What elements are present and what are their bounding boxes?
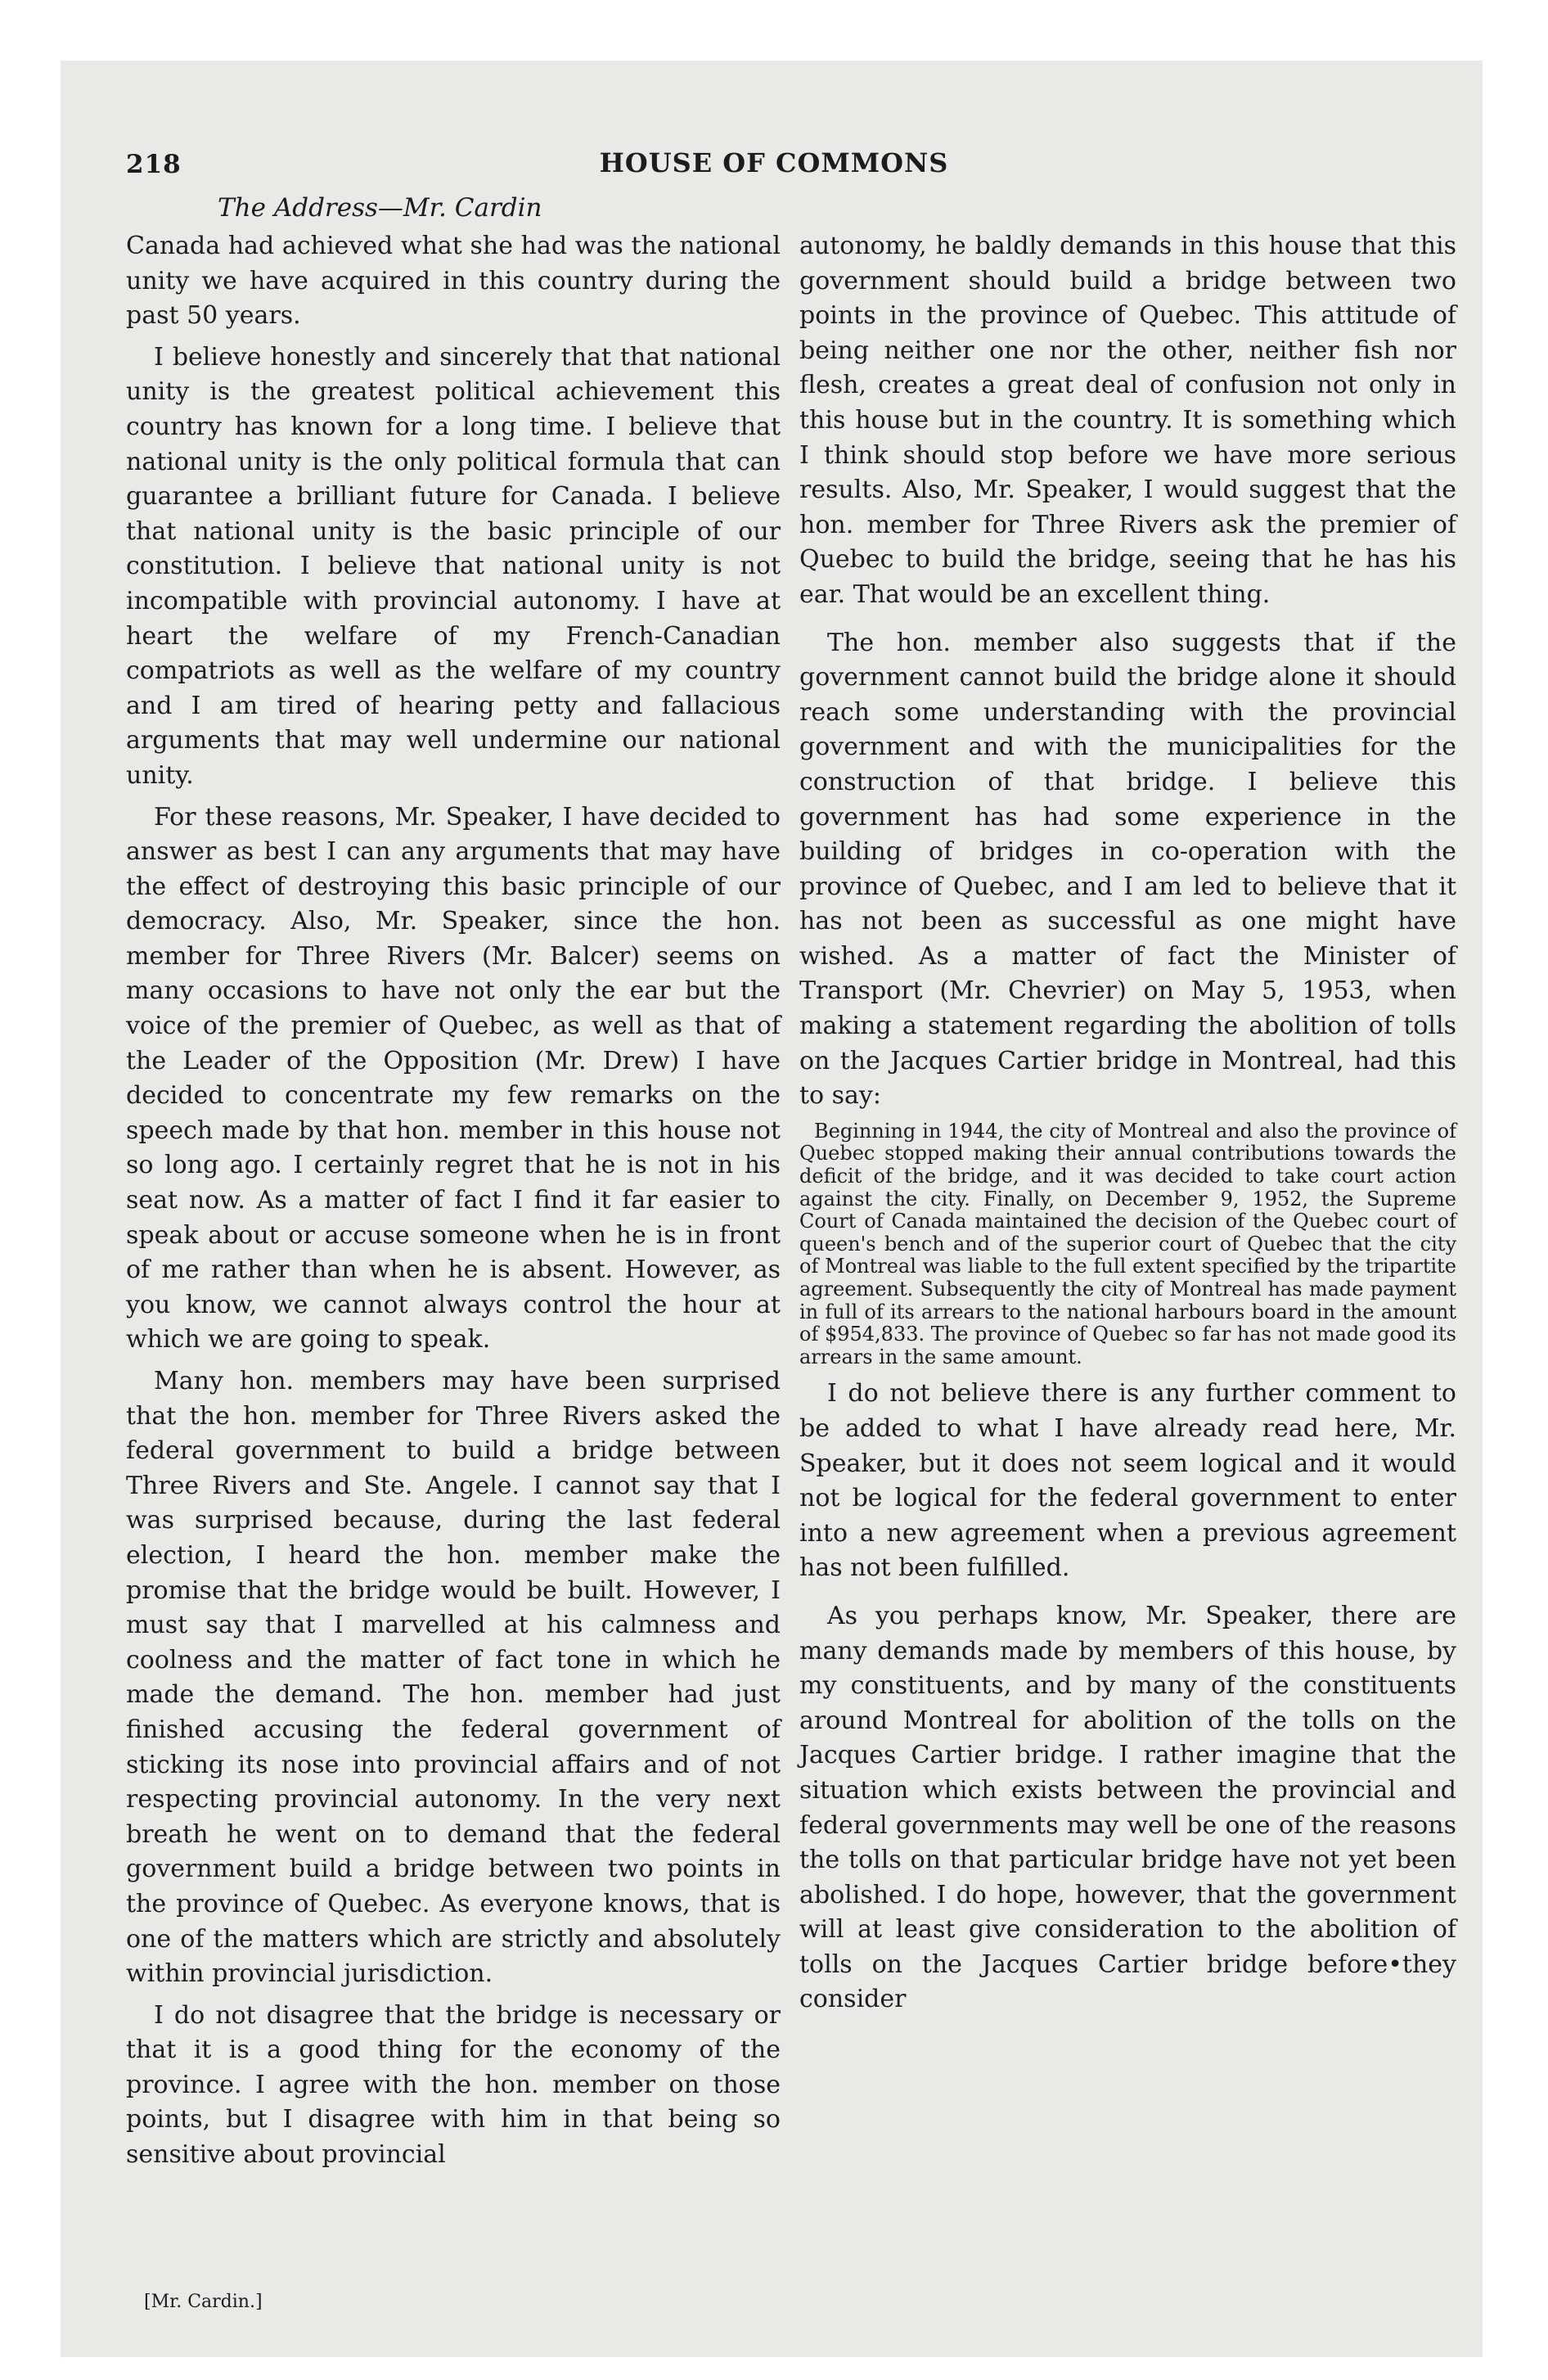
paragraph: I do not disagree that the bridge is necessary or that it is a good thing for the economy of the province. I agree with the hon. member on those points, but I disagree with him in that being so sensitive about provincial xyxy=(126,2000,781,2170)
paragraph: Many hon. members may have been surprised that the hon. member for Three Rivers asked the federal government to build a bridge between Three Rivers and Ste. Angele. I cannot say that I was surprised because, during the last federal election, I heard the hon. member make the promise that the bridge would be built. However, I must say that I marvelled at his calmness and coolness and the matter of fact tone in which he made the demand. The hon. member had just finished accusing the federal government of sticking its nose into provincial affairs and of not respecting provincial autonomy. In the very next breath he went on to demand that the federal government build a bridge between two points in the province of Quebec. As everyone knows, that is one of the matters which are strictly and absolutely within provincial jurisdiction. xyxy=(126,1367,781,1989)
paragraph: As you perhaps know, Mr. Speaker, there are many demands made by members of this house, by my constituents, and by many of the constituents around Montreal for abolition of the tolls on the Jacques Cartier bridge. I rather imagine that the situation which exists between the provincial and federal governments may well be one of the reasons the tolls on that particular bridge have not yet been abolished. I do hope, however, that the government will at least give consideration to the abolition of tolls on the Jacques Cartier bridge before•they consider xyxy=(799,1601,1456,2014)
paragraph: autonomy, he baldly demands in this house that this government should build a bridge between two points in the province of Quebec. This attitude of being neither one nor the other, neither fish nor flesh, creates a great deal of confusion not only in this house but in the country. It is something which I think should stop before we have more serious results. Also, Mr. Speaker, I would suggest that the hon. member for Three Rivers ask the premier of Quebec to build the bridge, seeing that he has his ear. That would be an excellent thing. xyxy=(799,232,1456,609)
paragraph: I believe honestly and sincerely that that national unity is the greatest political achievement this country has known for a long time. I believe that national unity is the only political formula that can guarantee a brilliant future for Canada. I believe that national unity is the basic principle of our constitution. I believe that national unity is not incompatible with provincial autonomy. I have at heart the welfare of my French-Canadian compatriots as well as the welfare of my country and I am tired of hearing petty and fallacious arguments that may well undermine our national unity. xyxy=(126,342,781,790)
paragraph: I do not believe there is any further comment to be added to what I have already read here, Mr. Speaker, but it does not seem logical and it would not be logical for the federal government to enter into a new agreement when a previous agreement has not been fulfilled. xyxy=(799,1379,1456,1583)
page-number: 218 xyxy=(126,150,182,179)
left-column xyxy=(126,229,781,2173)
page-header-title: HOUSE OF COMMONS xyxy=(599,147,949,178)
block-quote: Beginning in 1944, the city of Montreal and also the province of Quebec stopped making their annual contributions towards the deficit of the bridge, and it was decided to take court action against the city. Finally, on December 9, 1952, the Supreme Court of Canada maintained the decision of the Quebec court of queen's bench and of the superior court of Quebec that the city of Montreal was liable to the full extent specified by the tripartite agreement. Subsequently the city of Montreal has made payment in full of its arrears to the national harbours board in the amount of $954,833. The province of Quebec so far has not made good its arrears in the same amount. xyxy=(799,1119,1456,1368)
right-column xyxy=(799,229,1456,2017)
paragraph: For these reasons, Mr. Speaker, I have decided to answer as best I can any arguments that may have the effect of destroying this basic principle of our democracy. Also, Mr. Speaker, since the hon. member for Three Rivers (Mr. Balcer) seems on many occasions to have not only the ear but the voice of the premier of Quebec, as well as that of the Leader of the Opposition (Mr. Drew) I have decided to concentrate my few remarks on the speech made by that hon. member in this house not so long ago. I certainly regret that he is not in his seat now. As a matter of fact I find it far easier to speak about or accuse someone when he is in front of me rather than when he is absent. However, as you know, we cannot always control the hour at which we are going to speak. xyxy=(126,802,781,1355)
speaker-footer: [Mr. Cardin.] xyxy=(144,2292,263,2312)
running-head: The Address—Mr. Cardin xyxy=(218,193,542,223)
paragraph: Canada had achieved what she had was the national unity we have acquired in this country during the past 50 years. xyxy=(126,232,781,331)
paragraph: The hon. member also suggests that if the government cannot build the bridge alone it should reach some understanding with the provincial government and with the municipalities for the construction of that bridge. I believe this government has had some experience in the building of bridges in co-operation with the province of Quebec, and I am led to believe that it has not been as successful as one might have wished. As a matter of fact the Minister of Transport (Mr. Chevrier) on May 5, 1953, when making a statement regarding the abolition of tolls on the Jacques Cartier bridge in Montreal, had this to say: xyxy=(799,628,1456,1111)
